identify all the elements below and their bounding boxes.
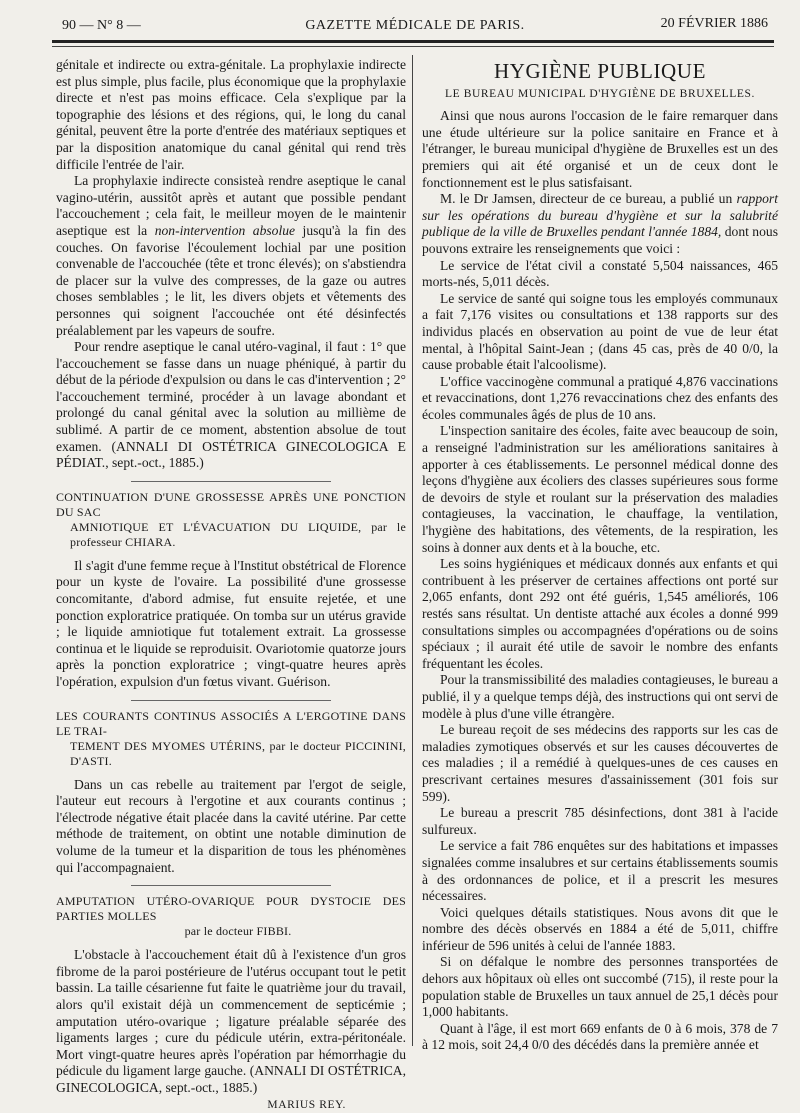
paragraph — [56, 173, 406, 339]
column-divider — [412, 55, 413, 1046]
paragraph: génitale et indirecte ou extra-génitale. La prophylaxie indirecte est plus simple, plus facile, plus économique que la prophylaxie directe et n'est pas moins efficace. Cela s'explique par la topographie des lésions et des régions, qui, le long du canal génital, peuvent être la porte d'entrée des matériaux septiques et par la disposition anatomique du canal génital qui rend très difficile l'entrée de l'air. — [56, 57, 406, 173]
text: La prophylaxie indirecte consisteà rendre aseptique le canal vagino-utérin, aussitôt après et autant que possible pendant l'accouchement ; cela fait, le meilleur moyen de le maintenir aseptique est la — [56, 173, 406, 238]
paragraph: L'obstacle à l'accouchement était dû à l'existence d'un gros fibrome de la paroi postérieure de l'utérus occupant tout le petit bassin. La taille césarienne fut faite le quatrième jour du travail, alors qu'il existait déjà un commencement de septicémie ; amputation utéro-ovarique ; ligature préalable séparée des ligaments larges ; cure du pédicule utérin, extra-péritonéale. Mort vingt-quatre heures après l'opération par hémorrhagie du pédicule du ligament large gauche. (ANNALI DI OSTÉTRICA, GINECOLOGICA, sept.-oct., 1885.) — [56, 947, 406, 1096]
header-rule-thin — [52, 46, 774, 47]
article-title-line: par le docteur FIBBI. — [56, 924, 406, 939]
issue-date: 20 FÉVRIER 1886 — [661, 16, 768, 32]
journal-title: GAZETTE MÉDICALE DE PARIS. — [58, 18, 772, 34]
section-title: HYGIÈNE PUBLIQUE — [422, 63, 778, 80]
section-subtitle: LE BUREAU MUNICIPAL D'HYGIÈNE DE BRUXELLES. — [422, 86, 778, 103]
paragraph: L'office vaccinogène communal a pratiqué 4,876 vaccinations et revaccinations, dont 1,276 revaccinations chez des enfants des écoles communales âgés de plus de 10 ans. — [422, 374, 778, 424]
paragraph: Il s'agit d'une femme reçue à l'Institut obstétrical de Florence pour un kyste de l'ovaire. La possibilité d'une grossesse concomitante, d'abord admise, fut ensuite rejetée, et une ponction exploratrice pratiquée. On tomba sur un utérus gravide ; le liquide amniotique fut totalement extrait. La grossesse continua et le liquide se reproduisit. Ovariotomie quatorze jours après la ponction exploratrice ; vingt-quatre heures après l'opération, expulsion d'un fœtus vivant. Guérison. — [56, 558, 406, 691]
article-separator — [131, 481, 331, 482]
article-title-line: LES COURANTS CONTINUS ASSOCIÉS A L'ERGOTINE DANS LE TRAI- — [56, 709, 406, 738]
paragraph: Le service de l'état civil a constaté 5,504 naissances, 465 morts-nés, 5,011 décès. — [422, 258, 778, 291]
article-separator — [131, 700, 331, 701]
page-number: 90 — N° 8 — — [62, 18, 141, 34]
article-title — [56, 709, 406, 769]
article-title-line: AMPUTATION UTÉRO-OVARIQUE POUR DYSTOCIE DES PARTIES MOLLES — [56, 894, 406, 923]
article-title-line: CONTINUATION D'UNE GROSSESSE APRÈS UNE PONCTION DU SAC — [56, 490, 406, 519]
paragraph: Pour rendre aseptique le canal utéro-vaginal, il faut : 1° que l'accouchement se fasse dans un nuage phéniqué, à partir du début de la période d'expulsion ou dans le cas d'intervention ; 2° l'accouchement terminé, procéder à un lavage abondant et prolongé du canal génital avec la solution au millième de sublimé. A partir de ce moment, abstention absolue de tout examen. (ANNALI DI OSTÉTRICA GINECOLOGICA E PÉDIAT., sept.-oct., 1885.) — [56, 339, 406, 472]
paragraph: Ainsi que nous aurons l'occasion de le faire remarquer dans une étude ultérieure sur la police sanitaire en France et à l'étranger, le bureau municipal d'hygiène de Bruxelles est un des premiers qui ait été organisé et un de ceux dont le fonctionnement est le plus satisfaisant. — [422, 108, 778, 191]
text: jusqu'à la fin des couches. On favorise l'écoulement lochial par une position convenable de l'accouchée (tête et tronc élevés); on s'abstiendra de placer sur la vulve des compresses, de la gaze ou autres choses semblables ; le lit, les divers objets et vêtements des personnes qui soignent l'accouchée ont été désinfectés préalablement par les vapeurs de soufre. — [56, 223, 406, 338]
paragraph: Quant à l'âge, il est mort 669 enfants de 0 à 6 mois, 378 de 7 à 12 mois, soit 24,4 0/0 des décédés dans la première année et — [422, 1021, 778, 1054]
paragraph: Pour la transmissibilité des maladies contagieuses, le bureau a publié, il y a quelque temps déjà, des instructions qui ont servi de modèle à plus d'une ville étrangère. — [422, 672, 778, 722]
article-title — [56, 894, 406, 939]
author-signature: MARIUS REY. — [56, 1097, 406, 1113]
right-column — [422, 57, 778, 1054]
page-header — [58, 14, 772, 38]
paragraph: Le bureau a prescrit 785 désinfections, dont 381 à l'acide sulfureux. — [422, 805, 778, 838]
paragraph: Dans un cas rebelle au traitement par l'ergot de seigle, l'auteur eut recours à l'ergotine et aux courants continus ; l'électrode négative était placée dans la cavité utérine. Par cette méthode de traitement, on obtint une notable diminution de volume de la tumeur et la disparition de tous les phénomènes qui l'accompagnaient. — [56, 777, 406, 877]
paragraph: Le service de santé qui soigne tous les employés communaux a fait 7,176 visites ou consultations et 138 rapports sur des individus placés en observation au point de vue de leur état mental, à l'hôpital Saint-Jean ; (dans 45 cas, près de 40 0/0, la cause probable était l'alcoolisme). — [422, 291, 778, 374]
text: M. le Dr Jamsen, directeur de ce bureau, a publié un — [440, 191, 736, 206]
paragraph: Le bureau reçoit de ses médecins des rapports sur les cas de maladies zymotiques observés et sur les causes découvertes de ces maladies ; il a remédié à quelques-unes de ces causes en prescrivant certaines mesures d'assainissement (301 fois sur 599). — [422, 722, 778, 805]
left-column — [56, 57, 406, 1113]
article-title-line: TEMENT DES MYOMES UTÉRINS, par le docteur PICCININI, D'ASTI. — [56, 739, 406, 769]
paragraph: Le service a fait 786 enquêtes sur des habitations et impasses signalées comme insalubres et sur certains établissements soumis à des ordonnances de police, et il a prescrit les mesures nécessaires. — [422, 838, 778, 904]
italic-text: non-intervention absolue — [155, 223, 295, 238]
text: dont nous pouvons extraire les renseignements que voici : — [422, 224, 778, 256]
paragraph: L'inspection sanitaire des écoles, faite avec beaucoup de soin, a renseigné l'administration sur les améliorations sanitaires à apporter à ces établissements. Le personnel médical donne des leçons d'hygiène aux écoliers des classes supérieures sous forme de devoirs de style et roulant sur la préservation des maladies contagieuses, la vaccination, le chauffage, la ventilation, l'hygiène des habitations, des vêtements, de la respiration, les soins à donner aux dents et à la bouche, etc. — [422, 423, 778, 556]
article-title-line: AMNIOTIQUE ET L'ÉVACUATION DU LIQUIDE, par le professeur CHIARA. — [56, 520, 406, 550]
article-separator — [131, 885, 331, 886]
paragraph — [422, 191, 778, 257]
italic-text: rapport sur les opérations du bureau d'hygiène et sur la salubrité publique de la ville de Bruxelles pendant l'année 1884, — [422, 191, 778, 239]
article-title — [56, 490, 406, 550]
header-rule-thick — [52, 40, 774, 43]
paragraph: Voici quelques détails statistiques. Nous avons dit que le nombre des décès observés en 1884 a été de 5,011, chiffre inférieur de 596 unités à celui de l'année 1883. — [422, 905, 778, 955]
paragraph: Les soins hygiéniques et médicaux donnés aux enfants et qui contribuent à les préserver de certaines affections ont porté sur 2,065 enfants, dont 292 ont été guéris, 1,545 améliorés, 106 restés sans résultat. Un dentiste attaché aux écoles a donné 999 consultations simples ou accompagnées d'opérations ou de soins spéciaux ; il aurait été utile de savoir le nombre des enfants fréquentant les écoles. — [422, 556, 778, 672]
paragraph: Si on défalque le nombre des personnes transportées de dehors aux hôpitaux où elles ont succombé (715), il reste pour la population stable de Bruxelles un taux annuel de 25,1 décès pour 1,000 habitants. — [422, 954, 778, 1020]
